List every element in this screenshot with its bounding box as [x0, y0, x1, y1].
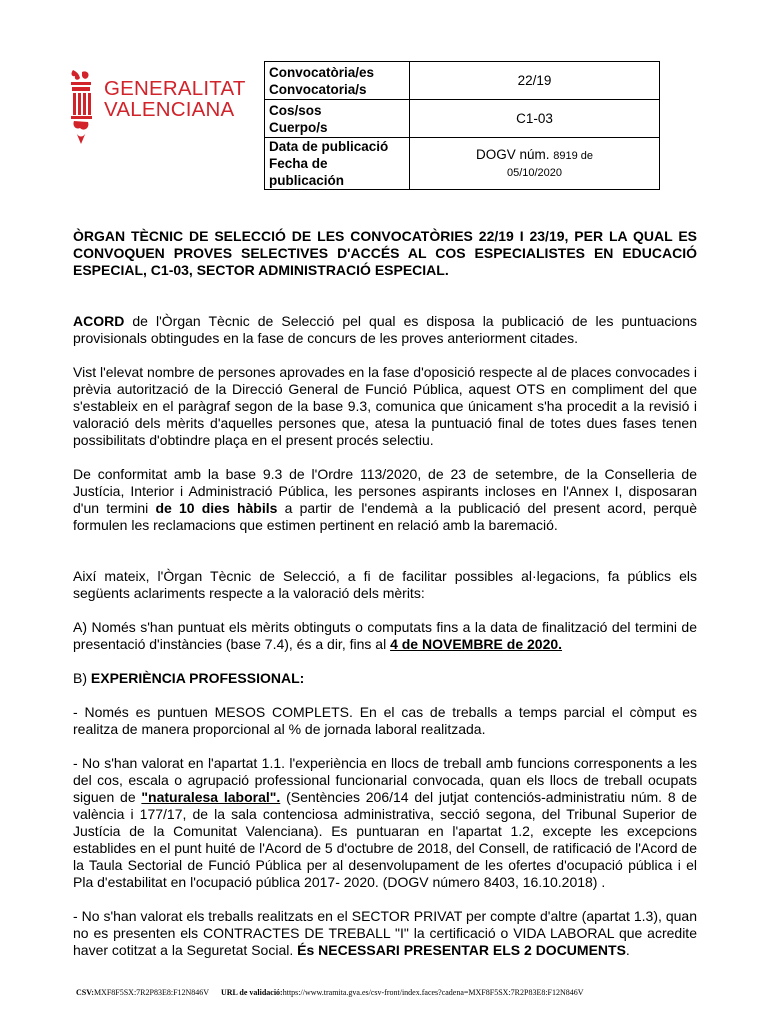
- b-prefix: B): [73, 670, 91, 686]
- paragraph-vist: Vist l'elevat nombre de persones aprovades en la fase d'oposició respecte al de places convocades i prèvia autorització de la Direcció General de Funció Pública, aquest OTS en compliment del que s'estableix en el paràgraf segon de la base 9.3, comunica que únicament s'ha procedit a la revisió i valoració dels mèrits d'aquelles persones que, atesa la puntuació final de totes dues fases tenen possibilitats d'obtindre plaça en el present procés selectiu.: [73, 364, 697, 448]
- table-row: [265, 62, 660, 100]
- b-heading: EXPERIÈNCIA PROFESSIONAL:: [90, 670, 305, 686]
- label-spanish: Cuerpo/s: [269, 119, 328, 135]
- row-label: [265, 138, 410, 190]
- privat-text-a: - No s'han valorat els treballs realitzats en el SECTOR PRIVAT per compte d'altre (apartat 1.3), quan no es presenten els CONTRACTES DE TREBALL "I" la certificació o VIDA LABORAL que acredite haver cotitzat a la Seguretat Social.: [73, 908, 697, 958]
- validation-url[interactable]: https://www.tramita.gva.es/csv-front/index.faces?cadena=MXF8F5SX:7R2P83E8:F12N846V: [282, 988, 584, 997]
- naturalesa-bold: "naturalesa laboral".: [141, 789, 281, 805]
- publication-line-1: [414, 146, 655, 165]
- a-deadline: 4 de NOVEMBRE de 2020.: [390, 636, 563, 652]
- logo-wordmark: [104, 78, 246, 120]
- row-value: C1-03: [410, 100, 660, 138]
- row-label: [265, 100, 410, 138]
- conformitat-bold: de 10 dies hàbils: [155, 500, 278, 516]
- document-title: ÒRGAN TÈCNIC DE SELECCIÓ DE LES CONVOCATÒRIES 22/19 I 23/19, PER LA QUAL ES CONVOQUEN PROVES SELECTIVES D'ACCÉS AL COS ESPECIALISTES EN EDUCACIÓ ESPECIAL, C1-03, SECTOR ADMINISTRACIÓ ESPECIAL.: [73, 228, 697, 278]
- label-valencian: Cos/sos: [269, 102, 322, 118]
- generalitat-logo: [66, 66, 246, 146]
- url-label: URL de validació:: [220, 988, 283, 997]
- paragraph-mesos: - Només es puntuen MESOS COMPLETS. En el cas de treballs a temps parcial el còmput es realitza de manera proporcional al % de jornada laboral realitzada.: [73, 704, 697, 737]
- naturalesa-text-b: (Sentències 206/14 del jutjat contenciós-administratiu núm. 8 de valència i 177/17, de la sala contenciosa administrativa, secció segona, del Tribunal Superior de Justícia de la Comunitat Valenciana). Es puntuaran en l'apartat 1.2, excepte les excepcions establides en el punt huité de l'Acord de 5 d'octubre de 2018, del Consell, de ratificació de l'Acord de la Taula Sectorial de Funció Pública per al desenvolupament de les ofertes d'ocupació pública i el Pla d'estabilitat en l'ocupació pública 2017- 2020. (DOGV número 8403, 16.10.2018) .: [73, 789, 697, 890]
- label-spanish: Convocatoria/s: [269, 81, 367, 97]
- dogv-label: DOGV núm.: [475, 146, 550, 162]
- logo-line-2: VALENCIANA: [104, 98, 235, 121]
- table-row: [265, 138, 660, 190]
- coat-of-arms-icon: [66, 68, 96, 146]
- dogv-number: 8919 de: [553, 149, 594, 162]
- csv-label: CSV:: [76, 988, 94, 997]
- acord-bold: ACORD: [73, 313, 125, 329]
- naturalesa-text-a: - No s'han valorat en l'apartat 1.1. l'experiència en llocs de treball amb funcions corresponents a les del cos, escala o agrupació professional funcionarial convocada, quan els llocs de treball ocupats siguen de: [73, 755, 697, 805]
- privat-text-b: .: [625, 942, 630, 958]
- label-valencian: Data de publicació: [269, 139, 389, 154]
- paragraph-conformitat: [73, 466, 697, 534]
- logo-line-1: GENERALITAT: [104, 77, 246, 100]
- conformitat-text-b: a partir de l'endemà a la publicació del present acord, perquè formulen les reclamacions que estimen pertinent en relació amb la baremació.: [73, 500, 697, 533]
- row-label: [265, 62, 410, 100]
- csv-value: MXF8F5SX:7R2P83E8:F12N846V: [93, 988, 209, 997]
- paragraph-a: [73, 619, 697, 653]
- paragraph-privat: [73, 908, 697, 959]
- a-text: A) Només s'han puntuat els mèrits obtinguts o computats fins a la data de finalització del termini de presentació d'instàncies (base 7.4), és a dir, fins al: [73, 619, 697, 652]
- section-heading-b: [73, 670, 697, 687]
- table-row: [265, 100, 660, 138]
- row-value: 22/19: [410, 62, 660, 100]
- paragraph-naturalesa: [73, 755, 697, 891]
- row-value: [410, 138, 660, 190]
- label-spanish: Fecha de publicación: [269, 156, 345, 188]
- header-table: [264, 61, 660, 190]
- paragraph-acord: [73, 313, 697, 347]
- conformitat-text-a: De conformitat amb la base 9.3 de l'Ordre 113/2020, de 23 de setembre, de la Conselleria de Justícia, Interior i Administració Pública, les persones aspirants incloses en l'Annex I, disposaran d'un termini: [73, 466, 697, 516]
- footer-csv: [76, 988, 696, 997]
- document-body: [73, 228, 697, 959]
- paragraph-aixi: Així mateix, l'Òrgan Tècnic de Selecció, a fi de facilitar possibles al·legacions, fa públics els següents aclariments respecte a la valoració dels mèrits:: [73, 568, 697, 601]
- acord-text: de l'Òrgan Tècnic de Selecció pel qual es disposa la publicació de les puntuacions provisionals obtingudes en la fase de concurs de les proves anteriorment citades.: [73, 313, 697, 346]
- label-valencian: Convocatòria/es: [269, 64, 375, 80]
- privat-bold: És NECESSARI PRESENTAR ELS 2 DOCUMENTS: [297, 942, 626, 958]
- publication-date: 05/10/2020: [506, 166, 563, 179]
